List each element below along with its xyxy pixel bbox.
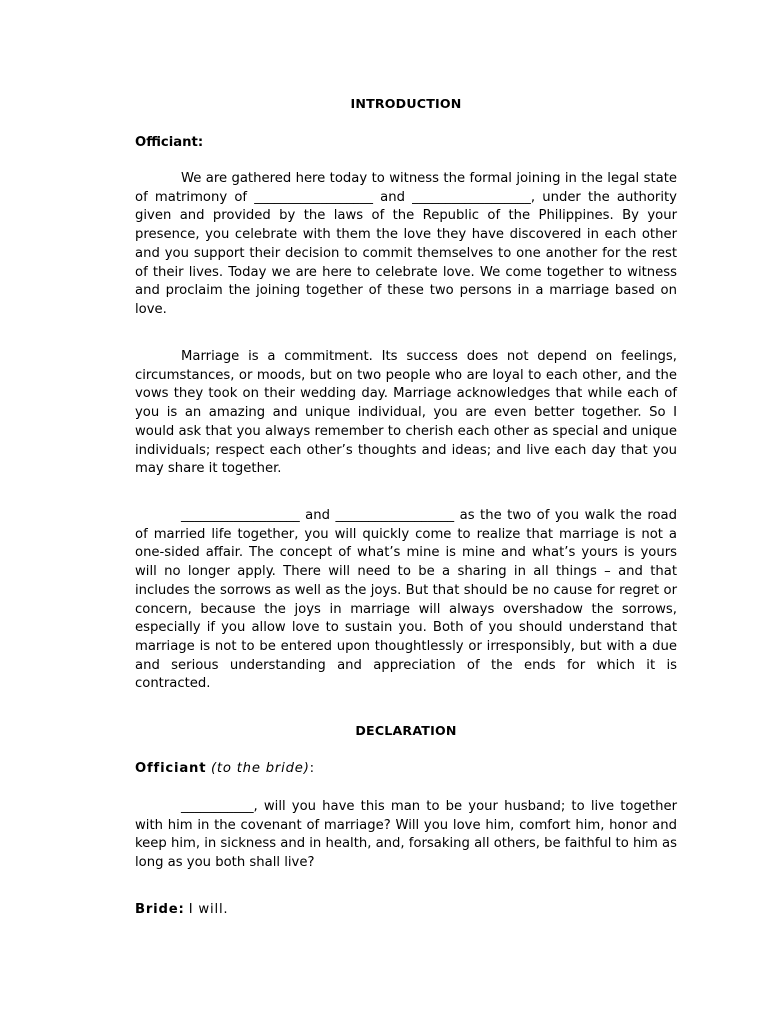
officiant-name: Officiant xyxy=(135,761,207,776)
bride-response xyxy=(135,901,228,920)
bride-answer: I will. xyxy=(188,902,229,917)
introduction-paragraph-1: We are gathered here today to witness the formal joining in the legal state of matrimony of __________________ and __________________, under the authority given and provided by the laws of the Republic of the Philippines. By your presence, you celebrate with them the love they have discovered in each other and you support their decision to commit themselves to one another for the rest of their lives. Today we are here to celebrate love. We come together to witness and proclaim the joining together of these two persons in a marriage based on love. xyxy=(135,171,677,317)
officiant-label: Officiant: xyxy=(135,135,204,150)
speaker-colon: : xyxy=(309,761,315,776)
declaration-question: ___________, will you have this man to be your husband; to live together with him in the covenant of marriage? Will you love him, comfort him, honor and keep him, in sickness and in health, and, forsaking all others, be faithful to him as long as you both shall live? xyxy=(135,799,677,871)
introduction-heading: INTRODUCTION xyxy=(350,96,462,111)
declaration-heading: DECLARATION xyxy=(355,723,457,738)
introduction-paragraph-2: Marriage is a commitment. Its success does not depend on feelings, circumstances, or moods, but on two people who are loyal to each other, and the vows they took on their wedding day. Marriage acknowledges that while each of you is an amazing and unique individual, you are even better together. So I would ask that you always remember to cherish each other as special and unique individuals; respect each other’s thoughts and ideas; and live each day that you may share it together. xyxy=(135,349,677,477)
stage-direction: (to the bride) xyxy=(210,761,310,776)
introduction-paragraph-3: __________________ and __________________ as the two of you walk the road of married life together, you will quickly come to realize that marriage is not a one-sided affair. The concept of what’s mine is mine and what’s yours is yours will no longer apply. There will need to be a sharing in all things – and that includes the sorrows as well as the joys. But that should be no cause for regret or concern, because the joys in marriage will always overshadow the sorrows, especially if you allow love to sustain you. Both of you should understand that marriage is not to be entered upon thoughtlessly or irresponsibly, but with a due and serious understanding and appreciation of the ends for which it is contracted. xyxy=(135,508,677,692)
declaration-speaker xyxy=(135,760,314,779)
bride-label: Bride: xyxy=(135,902,185,917)
